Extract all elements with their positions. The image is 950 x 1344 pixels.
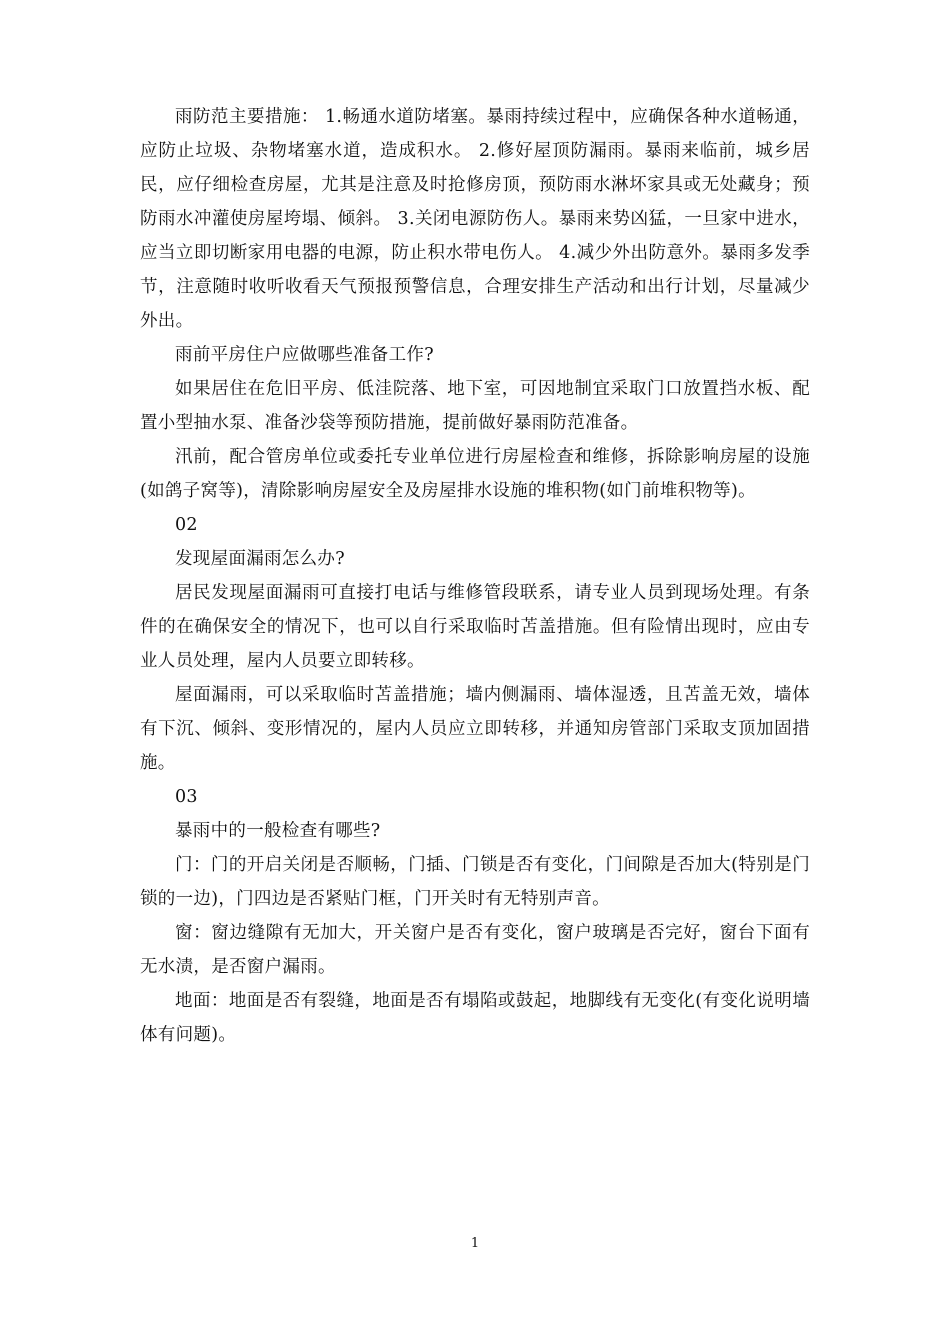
page-number: 1	[470, 1236, 480, 1251]
paragraph-window-check: 窗：窗边缝隙有无加大，开关窗户是否有变化，窗户玻璃是否完好，窗台下面有无水渍，是否窗户漏雨。	[140, 923, 810, 977]
paragraph-heading-roof-leak: 发现屋面漏雨怎么办?	[175, 549, 345, 569]
section-number-03: 03	[175, 787, 198, 807]
section-number-02: 02	[175, 515, 198, 535]
paragraph-door-check: 门：门的开启关闭是否顺畅，门插、门锁是否有变化，门间隙是否加大(特别是门锁的一边)，门四边是否紧贴门框，门开关时有无特别声音。	[140, 855, 810, 909]
paragraph-heading-preparation: 雨前平房住户应做哪些准备工作?	[175, 345, 434, 365]
paragraph-preparation-measures: 如果居住在危旧平房、低洼院落、地下室，可因地制宜采取门口放置挡水板、配置小型抽水泵、准备沙袋等预防措施，提前做好暴雨防范准备。	[140, 379, 810, 433]
paragraph-rain-measures: 雨防范主要措施： 1.畅通水道防堵塞。暴雨持续过程中，应确保各种水道畅通，应防止垃圾、杂物堵塞水道，造成积水。 2.修好屋顶防漏雨。暴雨来临前，城乡居民，应仔细检查房屋，尤其是注意及时抢修房顶，预防雨水淋坏家具或无处藏身；预防雨水冲灌使房屋垮塌、倾斜。 3.关闭电源防伤人。暴雨来势凶猛，一旦家中进水，应当立即切断家用电器的电源，防止积水带电伤人。 4.减少外出防意外。暴雨多发季节，注意随时收听收看天气预报预警信息，合理安排生产活动和出行计划，尽量减少外出。	[140, 107, 810, 331]
document-body	[140, 100, 810, 1052]
paragraph-heading-general-check: 暴雨中的一般检查有哪些?	[175, 821, 381, 841]
paragraph-roof-leak-contact: 居民发现屋面漏雨可直接打电话与维修管段联系，请专业人员到现场处理。有条件的在确保安全的情况下，也可以自行采取临时苫盖措施。但有险情出现时，应由专业人员处理，屋内人员要立即转移。	[140, 583, 810, 671]
paragraph-roof-leak-measures: 屋面漏雨，可以采取临时苫盖措施；墙内侧漏雨、墙体湿透，且苫盖无效，墙体有下沉、倾斜、变形情况的，屋内人员应立即转移，并通知房管部门采取支顶加固措施。	[140, 685, 810, 773]
paragraph-floor-check: 地面：地面是否有裂缝，地面是否有塌陷或鼓起，地脚线有无变化(有变化说明墙体有问题)。	[140, 991, 810, 1045]
paragraph-flood-season-inspection: 汛前，配合管房单位或委托专业单位进行房屋检查和维修，拆除影响房屋的设施(如鸽子窝等)，清除影响房屋安全及房屋排水设施的堆积物(如门前堆积物等)。	[140, 447, 810, 501]
